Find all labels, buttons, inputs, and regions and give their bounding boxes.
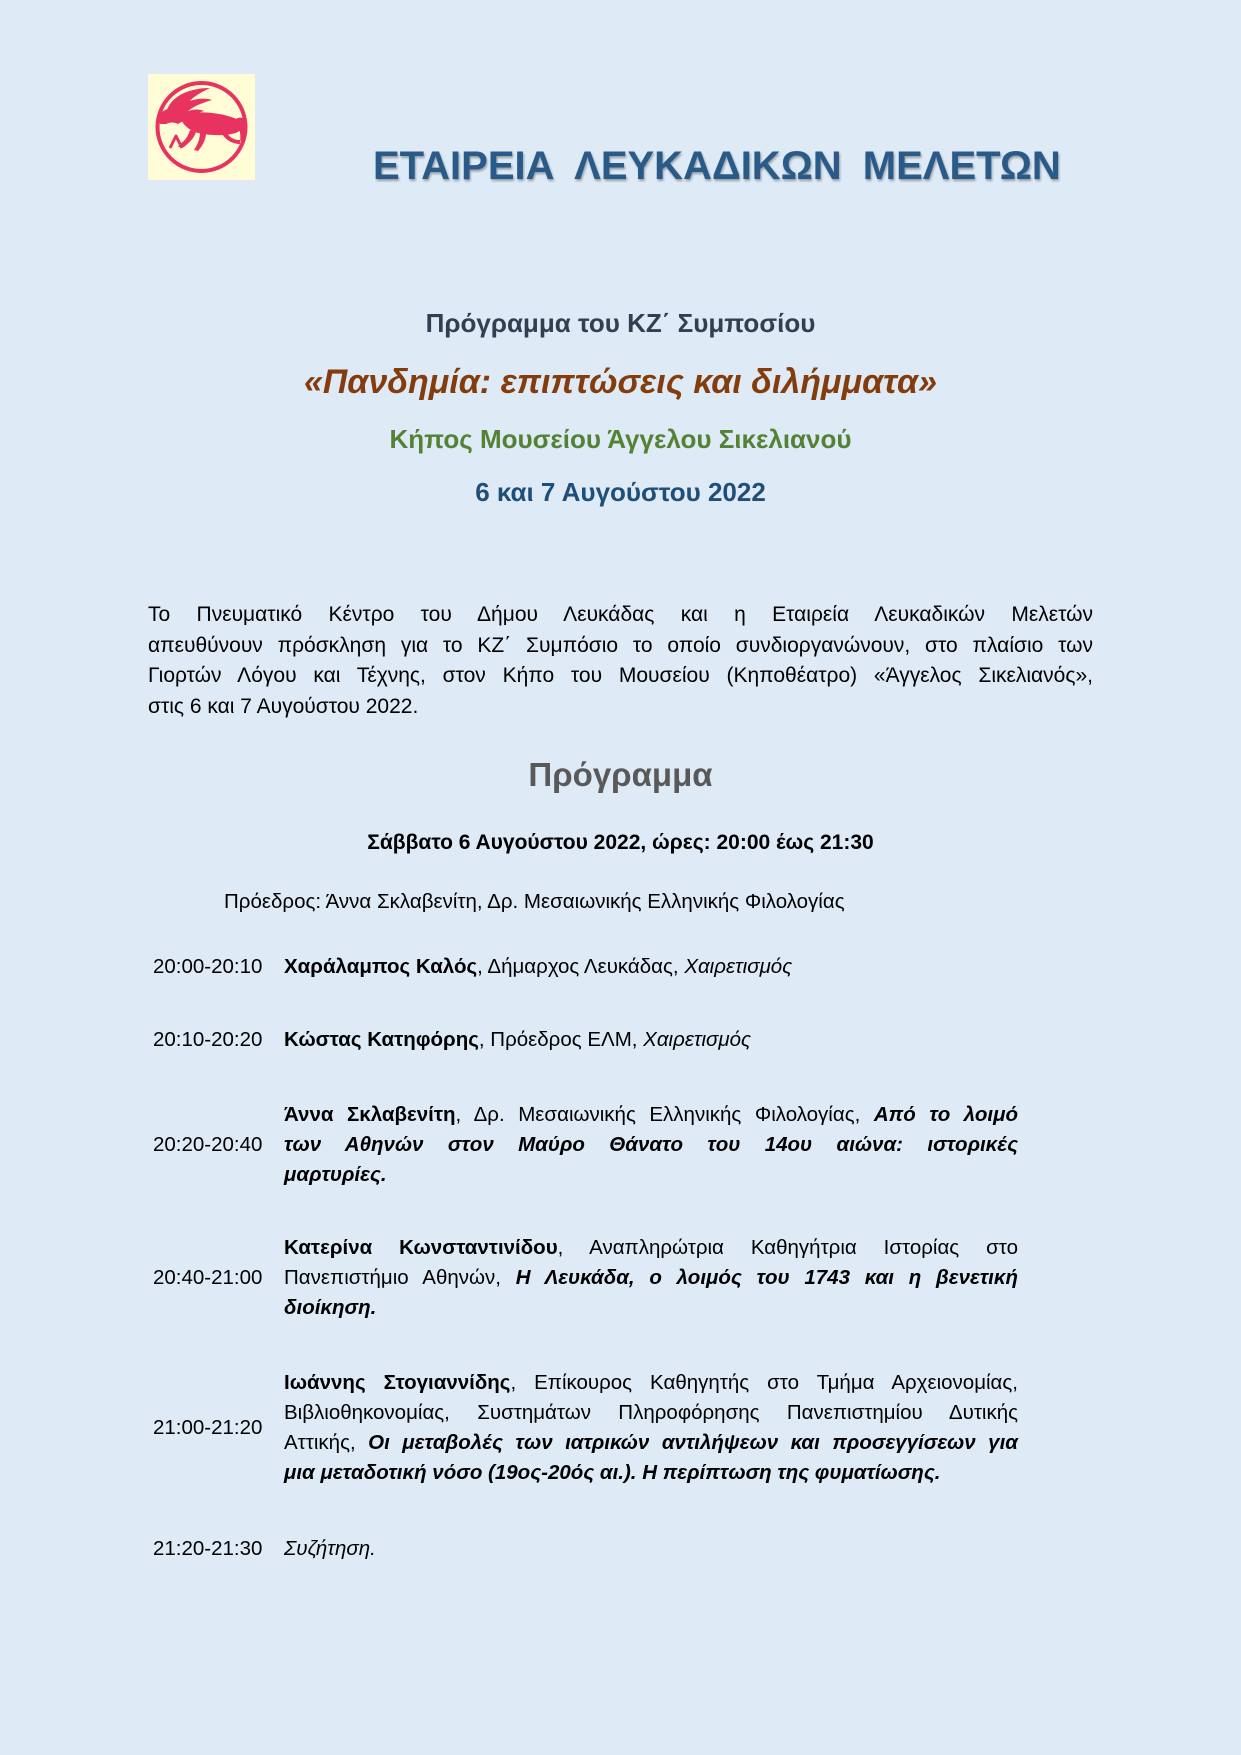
speaker-affiliation: Αττικής, <box>284 1431 369 1454</box>
schedule-time: 21:20-21:30 <box>153 1537 263 1560</box>
symposium-title: «Πανδημία: επιπτώσεις και διλήμματα» <box>303 363 938 401</box>
schedule-row <box>153 1368 1018 1488</box>
talk-title: των Αθηνών στον Μαύρο Θάνατο του 14ου αιώνα: ιστορικές <box>284 1133 1018 1156</box>
schedule-row <box>153 1534 1018 1564</box>
schedule-time: 20:10-20:20 <box>153 1028 263 1051</box>
schedule-time: 20:20-20:40 <box>153 1133 263 1156</box>
schedule-line <box>284 1025 1018 1055</box>
speaker-affiliation: Πανεπιστήμιο Αθηνών, <box>284 1266 516 1289</box>
schedule-line <box>284 1100 1018 1130</box>
intro-paragraph <box>148 600 1093 722</box>
intro-line: Το Πνευματικό Κέντρο του Δήμου Λευκάδας και η Εταιρεία Λευκαδικών Μελετών <box>148 603 1093 626</box>
speaker-name: Κατερίνα Κωνσταντινίδου <box>284 1236 558 1259</box>
speaker-affiliation: , Πρόεδρος ΕΛΜ, <box>478 1028 644 1051</box>
schedule-content <box>284 1368 1018 1488</box>
talk-title: Χαιρετισμός <box>684 955 793 978</box>
symposium-number: Πρόγραμμα του ΚΖ΄ Συμποσίου <box>425 308 816 338</box>
speaker-affiliation: Βιβλιοθηκονομίας, Συστημάτων Πληροφόρησης Πανεπιστημίου Δυτικής <box>284 1401 1018 1424</box>
schedule-line <box>284 1534 1018 1564</box>
schedule-line <box>284 1398 1018 1428</box>
schedule-line <box>284 1458 1018 1488</box>
talk-title: Από το λοιμό <box>873 1103 1018 1126</box>
program-heading: Πρόγραμμα <box>528 756 713 793</box>
society-logo <box>148 74 255 180</box>
schedule-line <box>284 1233 1018 1263</box>
schedule-line <box>284 1160 1018 1190</box>
intro-line: Γιορτών Λόγου και Τέχνης, στον Κήπο του Μουσείου (Κηποθέατρο) «Άγγελος Σικελιανός», <box>148 664 1093 687</box>
schedule-content <box>284 1100 1018 1190</box>
speaker-name: Άννα Σκλαβενίτη <box>284 1103 456 1126</box>
discussion-label: Συζήτηση. <box>284 1537 376 1560</box>
schedule-content <box>284 952 1018 982</box>
speaker-name: Κώστας Κατηφόρης <box>284 1028 479 1051</box>
speaker-name: Ιωάννης Στογιαννίδης <box>284 1371 511 1394</box>
pegasus-emblem-icon <box>148 74 255 180</box>
schedule-line <box>284 1130 1018 1160</box>
schedule-row <box>153 952 1018 982</box>
speaker-affiliation: , Δήμαρχος Λευκάδας, <box>477 955 685 978</box>
schedule-line <box>284 1368 1018 1398</box>
schedule-line <box>284 1428 1018 1458</box>
speaker-name: Χαράλαμπος Καλός <box>284 955 478 978</box>
schedule-row <box>153 1100 1018 1190</box>
symposium-venue: Κήπος Μουσείου Άγγελου Σικελιανού <box>389 424 852 454</box>
schedule-time: 21:00-21:20 <box>153 1416 263 1439</box>
speaker-affiliation: , Αναπληρώτρια Καθηγήτρια Ιστορίας στο <box>557 1236 1018 1259</box>
schedule-row <box>153 1025 1018 1055</box>
speaker-affiliation: , Δρ. Μεσαιωνικής Ελληνικής Φιλολογίας, <box>455 1103 874 1126</box>
schedule-line <box>284 1293 1018 1323</box>
schedule-content <box>284 1233 1018 1323</box>
intro-line: στις 6 και 7 Αυγούστου 2022. <box>148 694 419 718</box>
schedule-line <box>284 1263 1018 1293</box>
talk-title: μια μεταδοτική νόσο (19ος-20ός αι.). Η περίπτωση της φυματίωσης. <box>284 1461 941 1484</box>
intro-line: απευθύνουν πρόσκληση για το ΚΖ΄ Συμπόσιο το οποίο συνδιοργανώνουν, στο πλαίσιο των <box>148 633 1093 657</box>
session-date-time: Σάββατο 6 Αυγούστου 2022, ώρες: 20:00 έως 21:30 <box>367 831 874 854</box>
symposium-dates: 6 και 7 Αυγούστου 2022 <box>475 477 766 507</box>
schedule-content <box>284 1025 1018 1055</box>
talk-title: διοίκηση. <box>284 1296 377 1319</box>
session-chair: Πρόεδρος: Άννα Σκλαβενίτη, Δρ. Μεσαιωνικής Ελληνικής Φιλολογίας <box>224 890 845 913</box>
talk-title: Οι μεταβολές των ιατρικών αντιλήψεων και προσεγγίσεων για <box>368 1431 1018 1454</box>
talk-title: Η Λευκάδα, ο λοιμός του 1743 και η βενετική <box>515 1266 1018 1289</box>
speaker-affiliation: , Επίκουρος Καθηγητής στο Τμήμα Αρχειονομίας, <box>510 1371 1018 1394</box>
talk-title: Χαιρετισμός <box>643 1028 752 1051</box>
schedule-time: 20:00-20:10 <box>153 955 263 978</box>
organization-name: ΕΤΑΙΡΕΙΑ ΛΕΥΚΑΔΙΚΩΝ ΜΕΛΕΤΩΝ <box>373 144 1061 188</box>
schedule-line <box>284 952 1018 982</box>
schedule-content <box>284 1534 1018 1564</box>
schedule-time: 20:40-21:00 <box>153 1266 263 1289</box>
schedule-row <box>153 1233 1018 1323</box>
talk-title: μαρτυρίες. <box>284 1163 387 1186</box>
